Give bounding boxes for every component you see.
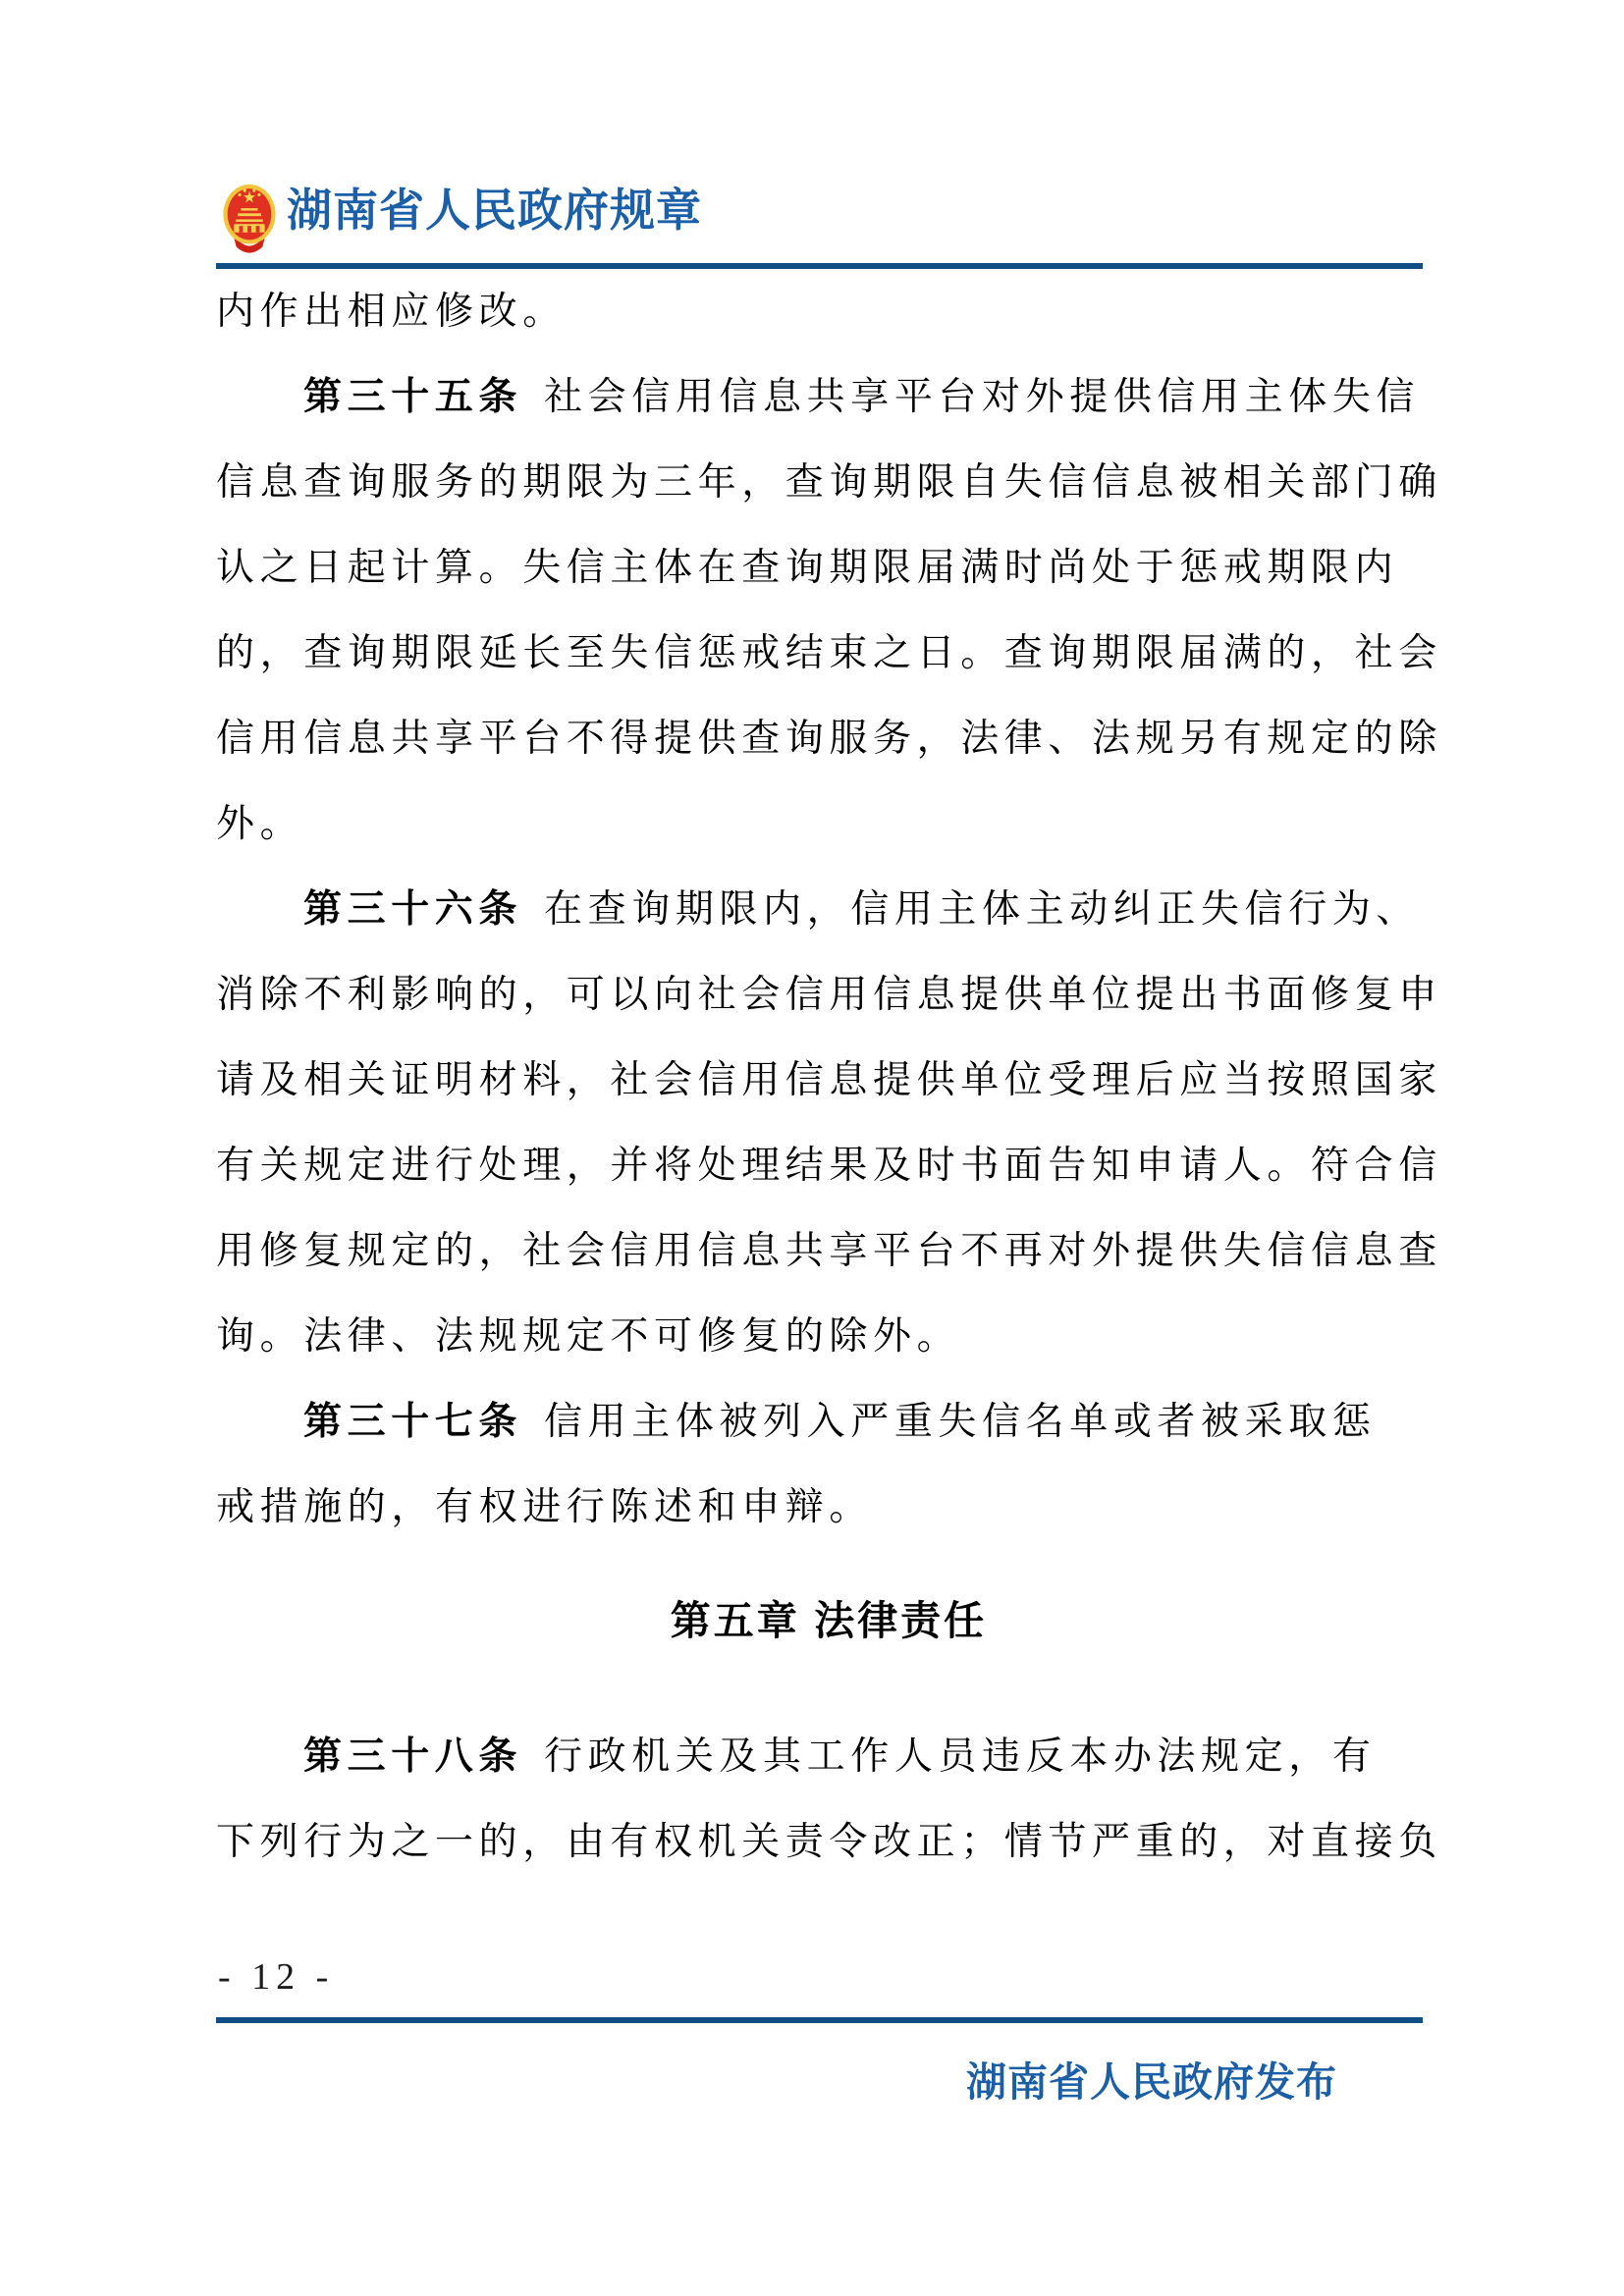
body-line: 信用信息共享平台不得提供查询服务，法律、法规另有规定的除 — [216, 718, 1442, 760]
body-text-continued — [216, 1714, 1441, 1885]
body-line: 下列行为之一的，由有权机关责令改正；情节严重的，对直接负 — [216, 1821, 1442, 1863]
body-line — [216, 1379, 1441, 1465]
article-number: 第三十五条 — [303, 376, 523, 418]
body-line: 有关规定进行处理，并将处理结果及时书面告知申请人。符合信 — [216, 1145, 1442, 1187]
article-text: 行政机关及其工作人员违反本办法规定，有 — [544, 1735, 1377, 1778]
footer-rule — [216, 2017, 1423, 2023]
article-text: 在查询期限内，信用主体主动纠正失信行为、 — [544, 888, 1421, 931]
page-header-title: 湖南省人民政府规章 — [287, 186, 702, 236]
article-number: 第三十七条 — [303, 1401, 523, 1443]
article-number: 第三十八条 — [303, 1735, 523, 1778]
body-line: 消除不利影响的，可以向社会信用信息提供单位提出书面修复申 — [216, 974, 1442, 1016]
body-line: 内作出相应修改。 — [216, 291, 567, 333]
article-number: 第三十六条 — [303, 888, 523, 931]
chapter-heading: 第五章 法律责任 — [670, 1598, 988, 1643]
body-line: 外。 — [216, 803, 304, 845]
body-line: 信息查询服务的期限为三年，查询期限自失信信息被相关部门确 — [216, 461, 1442, 504]
body-line: 请及相关证明材料，社会信用信息提供单位受理后应当按照国家 — [216, 1059, 1442, 1101]
body-line — [216, 1714, 1441, 1799]
publisher-label: 湖南省人民政府发布 — [966, 2059, 1337, 2105]
body-line — [216, 354, 1441, 440]
article-text: 社会信用信息共享平台对外提供信用主体失信 — [544, 376, 1421, 418]
page-number: - 12 - — [218, 1956, 335, 1998]
body-text — [216, 269, 1441, 1550]
article-text: 信用主体被列入严重失信名单或者被采取惩 — [544, 1401, 1377, 1443]
national-emblem-icon — [221, 183, 278, 255]
body-line: 认之日起计算。失信主体在查询期限届满时尚处于惩戒期限内 — [216, 547, 1399, 589]
body-line: 询。法律、法规规定不可修复的除外。 — [216, 1315, 961, 1358]
body-line — [216, 867, 1441, 952]
body-line: 戒措施的，有权进行陈述和申辩。 — [216, 1486, 874, 1528]
body-line: 用修复规定的，社会信用信息共享平台不再对外提供失信信息查 — [216, 1230, 1442, 1272]
body-line: 的，查询期限延长至失信惩戒结束之日。查询期限届满的，社会 — [216, 632, 1442, 674]
